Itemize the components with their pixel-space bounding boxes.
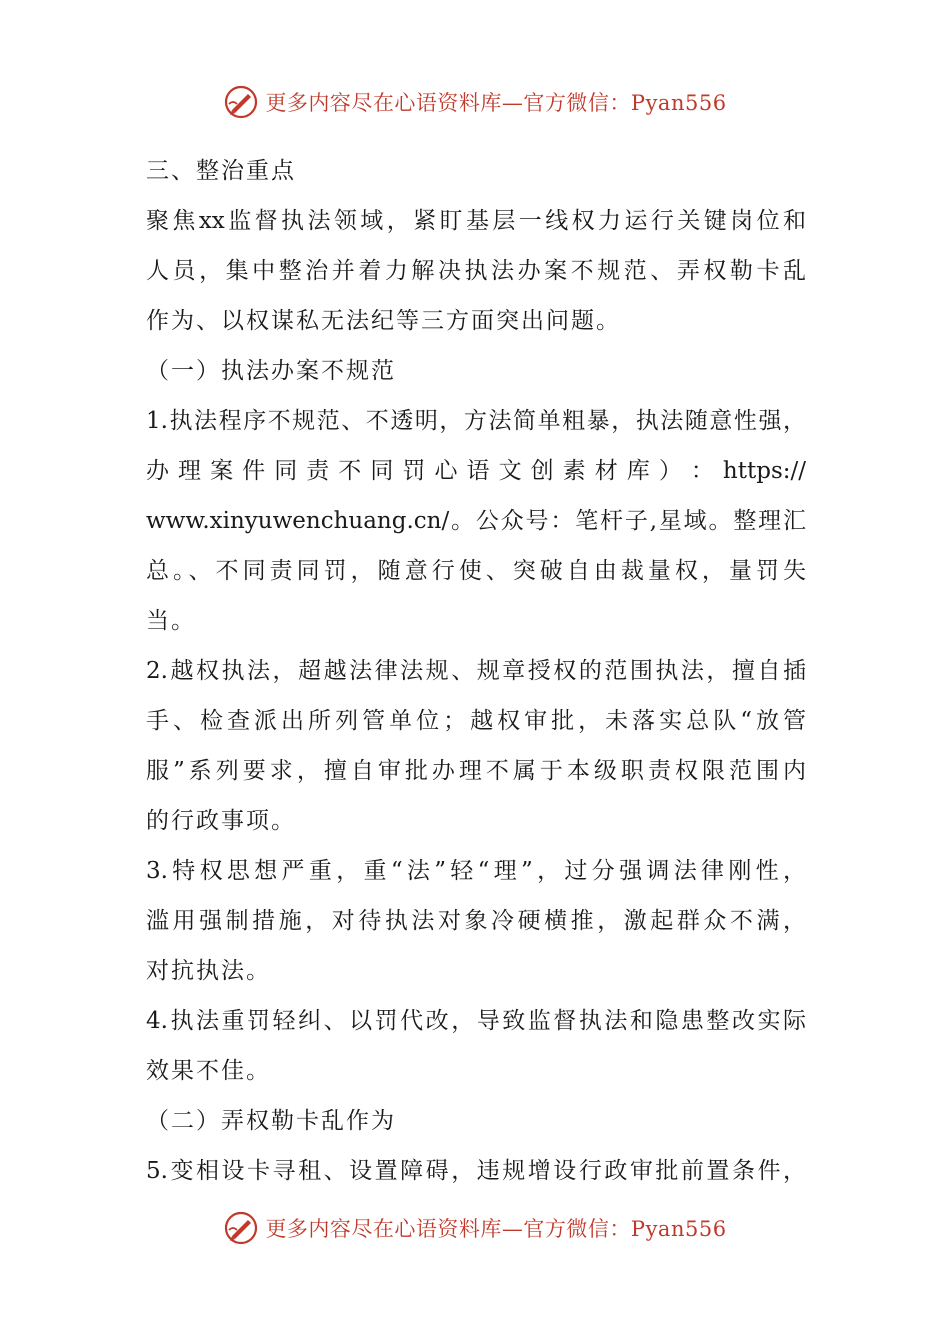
footer-banner — [0, 1206, 950, 1250]
section-title: 三、整治重点 — [146, 158, 296, 184]
pen-logo-icon — [223, 1210, 259, 1246]
item-5-line: 5.变相设卡寻租、设置障碍，违规增设行政审批前置条件， — [146, 1158, 806, 1184]
header-banner — [0, 80, 950, 124]
subsection-title: （二）弄权勒卡乱作为 — [146, 1108, 396, 1134]
item-1-line: 总。、不同责同罚，随意行使、突破自由裁量权，量罚失 — [146, 558, 806, 584]
item-3-line: 3.特权思想严重，重“法”轻“理”，过分强调法律刚性， — [146, 858, 806, 884]
item-4-line: 效果不佳。 — [146, 1058, 271, 1084]
intro-line: 作为、以权谋私无法纪等三方面突出问题。 — [146, 308, 621, 334]
item-1-line: 1.执法程序不规范、不透明，方法简单粗暴，执法随意性强， — [146, 408, 806, 434]
item-1-line: 当。 — [146, 608, 196, 634]
item-3-line: 滥用强制措施，对待执法对象冷硬横推，激起群众不满， — [146, 908, 806, 934]
item-1-line: 办 理 案 件 同 责 不 同 罚 心 语 文 创 素 材 库 ） ： https:// — [146, 458, 806, 484]
item-3-line: 对抗执法。 — [146, 958, 271, 984]
header-banner-text: 更多内容尽在心语资料库—官方微信：Pyan556 — [265, 91, 727, 115]
document-body — [146, 146, 806, 1196]
intro-line: 聚焦xx监督执法领域，紧盯基层一线权力运行关键岗位和 — [146, 208, 806, 234]
item-2-line: 2.越权执法，超越法律法规、规章授权的范围执法，擅自插 — [146, 658, 806, 684]
item-1-line: www.xinyuwenchuang.cn/。公众号：笔杆子,星域。整理汇 — [146, 508, 806, 534]
item-2-line: 服”系列要求，擅自审批办理不属于本级职责权限范围内 — [146, 758, 806, 784]
subsection-title: （一）执法办案不规范 — [146, 358, 396, 384]
pen-logo-icon — [223, 84, 259, 120]
item-4-line: 4.执法重罚轻纠、以罚代改，导致监督执法和隐患整改实际 — [146, 1008, 806, 1034]
item-2-line: 的行政事项。 — [146, 808, 296, 834]
footer-banner-text: 更多内容尽在心语资料库—官方微信：Pyan556 — [265, 1217, 727, 1241]
intro-line: 人员，集中整治并着力解决执法办案不规范、弄权勒卡乱 — [146, 258, 806, 284]
item-2-line: 手、检查派出所列管单位；越权审批，未落实总队“放管 — [146, 708, 806, 734]
